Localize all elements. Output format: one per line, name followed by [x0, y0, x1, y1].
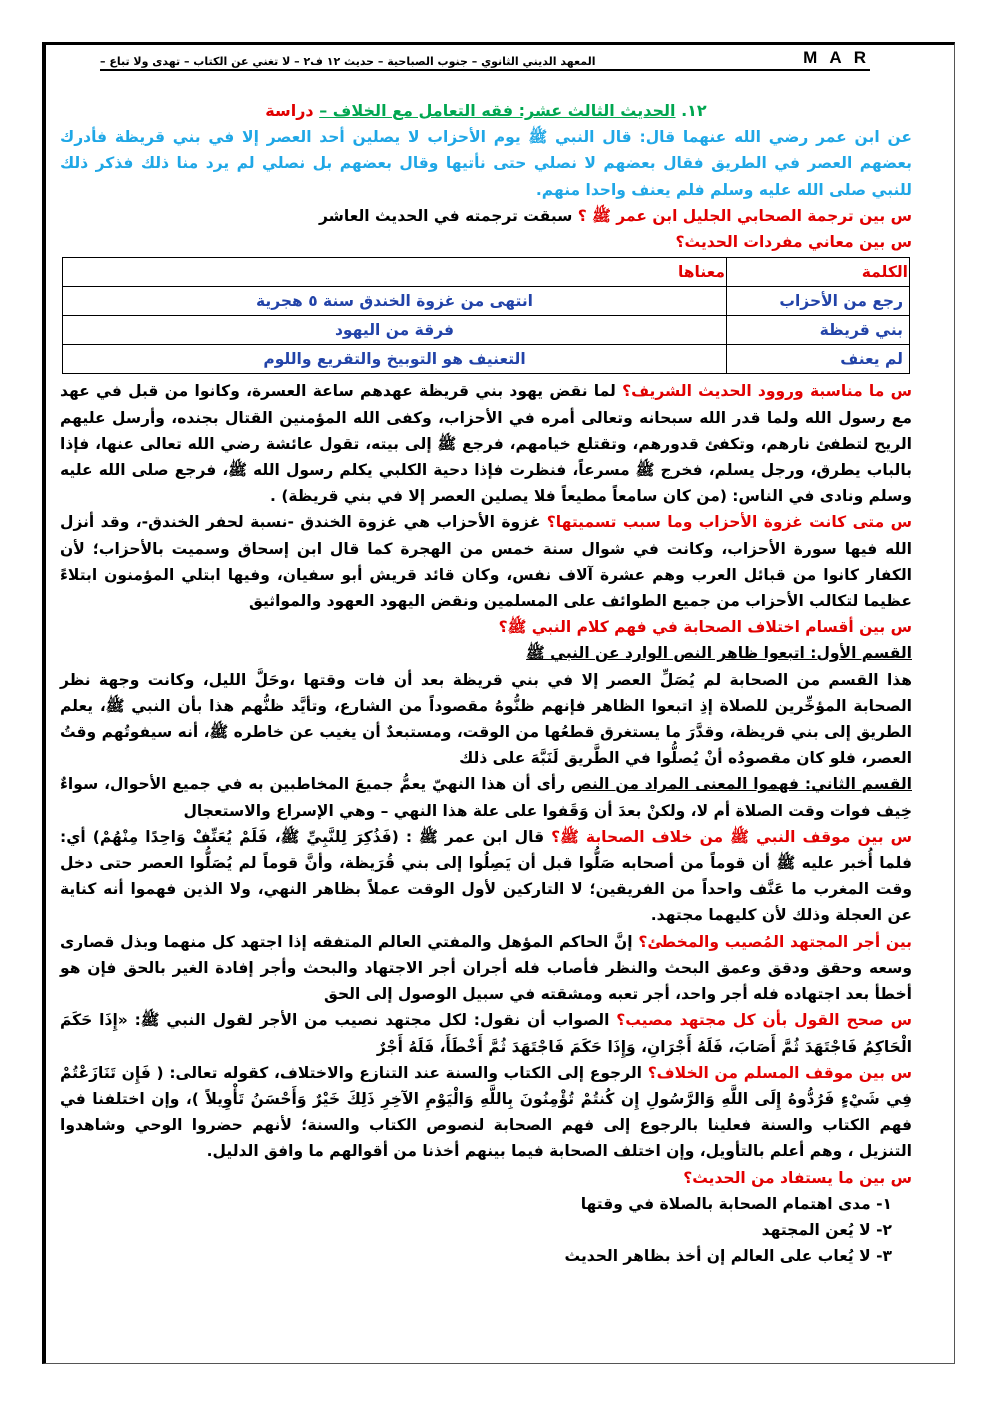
question-text: س بين موقف المسلم من الخلاف؟ — [647, 1063, 912, 1082]
answer-text: قال ابن عمر ﷺ : (فَذُكِرَ لِلنَّبِيِّ ﷺ، فَلَمْ يُعَنِّفْ وَاحِدًا مِنْهُمْ) أي: فلما أُخبر عليه ﷺ أن قوماً من أصحابه صَلُّوا قبل أن يَصِلُوا إلى بني قُرَيظة، وأنَّ قوماً لم يُصَلُّوا العصر حتى دخل وقت المغرب ما عَنَّف واحداً من الفريقين؛ لا التاركين لأول الوقت عملاً بظاهر النهي، ولا الذين فهموا أنه كناية عن العجلة وذلك لأن كليهما مجتهد. — [60, 827, 912, 925]
word-cell: بني قريظة — [727, 316, 910, 345]
part2-text: رأى أن هذا النهيّ يعمُّ جميعَ المخاطبين به في جميع الأحوال، سواءٌ خِيف فوات وقت الصلاة أم لا، ولكنْ بعدَ أن وَقَفوا على علة هذا النهي – وهي الإسراع والاستعجال — [60, 775, 912, 820]
question-4 — [60, 509, 912, 614]
answer-text: إنَّ الحاكم المؤهل والمفتي العالم المتفقه إذا اجتهد كل منهما وبذل قصارى وسعه وحقق ودقق وعمق البحث والنظر فأصاب فله أجران أجر الاجتهاد والبحث وأجر إفادة الغير بالحق فإن هو أخطأ بعد اجتهاده فله أجر واحد، أجر تعبه ومشقته في سبيل الوصول إلى الحق — [60, 932, 912, 1004]
lesson-title — [60, 98, 912, 124]
meaning-cell: انتهى من غزوة الخندق سنة ٥ هجرية — [63, 287, 727, 316]
question-8 — [60, 1007, 912, 1059]
title-number: ١٢. — [681, 101, 707, 120]
part1-title: القسم الأول: اتبعوا ظاهر النص الوارد عن النبي ﷺ — [526, 644, 912, 663]
table-row — [63, 316, 910, 345]
table-row — [63, 345, 910, 374]
question-text: س صحح القول بأن كل مجتهد مصيب؟ — [616, 1011, 912, 1030]
title-main: الحديث الثالث عشر: فقه التعامل مع الخلاف – — [319, 101, 676, 120]
list-item: ٣- لا يُعاب على العالم إن أخذ بظاهر الحديث — [564, 1247, 892, 1266]
page-header — [100, 48, 870, 71]
question-2 — [60, 229, 912, 255]
answer-text: غزوة الأحزاب هي غزوة الخندق -نسبة لحفر الخندق-، وقد أنزل الله فيها سورة الأحزاب، وكانت في شوال سنة خمس من الهجرة كما قال ابن إسحاق وسميت بالأحزاب؛ لأن الكفار كانوا من قبائل العرب وهم عشرة آلاف نفس، وكان قائد قريش أبو سفيان، وفيها ابتلي المؤمنون ابتلاءً عظيما لتكالب الأحزاب من جميع الطوائف على المسلمين ونقض اليهود العهود والمواثيق — [60, 513, 912, 611]
question-7 — [60, 929, 912, 1008]
header-word: الكلمة — [727, 258, 910, 287]
answer-text: سبقت ترجمته في الحديث العاشر — [319, 206, 578, 225]
question-10 — [60, 1165, 912, 1270]
meaning-cell: التعنيف هو التوبيخ والتقريع واللوم — [63, 345, 727, 374]
word-cell: رجع من الأحزاب — [727, 287, 910, 316]
answer-text: الصواب أن نقول: لكل مجتهد نصيب من الأجر لقول النبي ﷺ: «إِذَا حَكَمَ الْحَاكِمُ فَاجْتَهَدَ ثُمَّ أَصَابَ، فَلَهُ أَجْرَانِ، وَإِذَا حَكَمَ فَاجْتَهَدَ ثُمَّ أَخْطَأَ، فَلَهُ أَجْرٌ — [60, 1011, 912, 1056]
document-body — [60, 98, 912, 1269]
question-6 — [60, 824, 912, 929]
title-study: دراسة — [265, 101, 314, 120]
question-1 — [60, 203, 912, 229]
question-text: س بين معاني مفردات الحديث؟ — [675, 233, 912, 252]
question-text: س بين موقف النبي ﷺ من خلاف الصحابة ﷺ؟ — [551, 827, 912, 846]
hadith-text: عن ابن عمر رضي الله عنهما قال: قال النبي ﷺ يوم الأحزاب لا يصلين أحد العصر إلا في بني قريظة فأدرك بعضهم العصر في الطريق فقال بعضهم لا نصلي حتى نأتيها وقال بعضهم بل نصلي لم يرد منا ذلك فذكر ذلك للنبي صلى الله عليه وسلم فلم يعنف واحدا منهم. — [60, 128, 912, 199]
benefits-list — [60, 1191, 912, 1270]
meaning-cell: فرقة من اليهود — [63, 316, 727, 345]
header-meaning: معناها — [63, 258, 727, 287]
vocab-table — [62, 257, 910, 374]
answer-text: لما نقض يهود بني قريظة عهدهم ساعة العسرة، وكانوا من قبل في عهد مع رسول الله ولما قدر الله سبحانه وتعالى أمره في الأحزاب، وكفى الله المؤمنين القتال بجنده، وأرسل عليهم الريح لتطفئ نارهم، وتكفئ قدورهم، وتقتلع خيامهم، فرجع ﷺ إلى بيته، تقول عائشة رضي الله تعالى عنها، فإذا بالباب يطرق، ورجل يسلم، فخرج ﷺ مسرعاً، فنظرت فإذا دحية الكلبي يكلم رسول الله ﷺ، فرجع صلى الله عليه وسلم ونادى في الناس: (من كان سامعاً مطيعاً فلا يصلين العصر إلا في بني قريظة) . — [60, 382, 912, 506]
part1-text: هذا القسم من الصحابة لم يُصَلِّ العصر إلا في بني قريظة بعد أن فات وقتها ،وحَلَّ الليل، وكانت وجهة نظر الصحابة المؤخِّرين للصلاة إذِ اتبعوا الظاهر فإنهم ظنُّوهُ مقصوداً من الشارع، وتأيَّد ظنُّهم هذا بأن النبي ﷺ، يعلم الطريق إلى بني قريظة، وقدَّرَ ما يستغرق قطعُها من الوقت، ومستبعدٌ أن يغيب عن خاطره ﷺ، أنه سيفوتُهم وقتُ العصر، فلو كان مقصودُه أنْ يُصلُّوا في الطَّريق لَنَبَّهَ على ذلك — [60, 670, 912, 768]
list-item: ٢- لا يُعن المجتهد — [761, 1220, 892, 1239]
table-row — [63, 287, 910, 316]
question-3 — [60, 378, 912, 509]
question-text: س بين ترجمة الصحابي الجليل ابن عمر ﷺ ؟ — [577, 206, 912, 225]
answer-text: الرجوع إلى الكتاب والسنة عند التنازع والاختلاف، كقوله تعالى: ( فَإِن تَنَازَعْتُمْ فِي شَيْءٍ فَرُدُّوهُ إِلَى اللَّهِ وَالرَّسُولِ إِن كُنتُمْ تُؤْمِنُونَ بِاللَّهِ وَالْيَوْمِ الآخِرِ ذَلِكَ خَيْرٌ وَأَحْسَنُ تَأْوِيلاً )، وإن اختلفنا في فهم الكتاب والسنة فعلينا بالرجوع إلى فهم الصحابة لنصوص الكتاب والسنة؛ لأنهم حضروا الوحي وشاهدوا التنزيل ، وهم أعلم بالتأويل، وإن اختلف الصحابة فيما بينهم أخذنا من أقوالهم ما وافق الدليل. — [60, 1063, 912, 1161]
question-9 — [60, 1060, 912, 1165]
question-text: س متى كانت غزوة الأحزاب وما سبب تسميتها؟ — [546, 513, 912, 532]
list-item: ١- مدى اهتمام الصحابة بالصلاة في وقتها — [580, 1194, 892, 1213]
question-text: س ما مناسبة وروود الحديث الشريف؟ — [622, 382, 912, 401]
question-text: س بين أقسام اختلاف الصحابة في فهم كلام النبي ﷺ؟ — [498, 618, 912, 637]
question-text: بين أجر المجتهد المُصيب والمخطئ؟ — [638, 932, 912, 951]
word-cell: لم يعنف — [727, 345, 910, 374]
part2-title: القسم الثاني: فهموا المعنى المراد من النص — [570, 775, 912, 794]
brand-mark: M A R — [803, 48, 870, 67]
question-text: س بين ما يستفاد من الحديث؟ — [683, 1168, 912, 1187]
header-text: المعهد الديني الثانوي – جنوب الصباحية – حديث ١٢ ف٢ – لا تغني عن الكتاب – تهدى ولا تباع – — [100, 55, 596, 68]
question-5 — [60, 614, 912, 824]
